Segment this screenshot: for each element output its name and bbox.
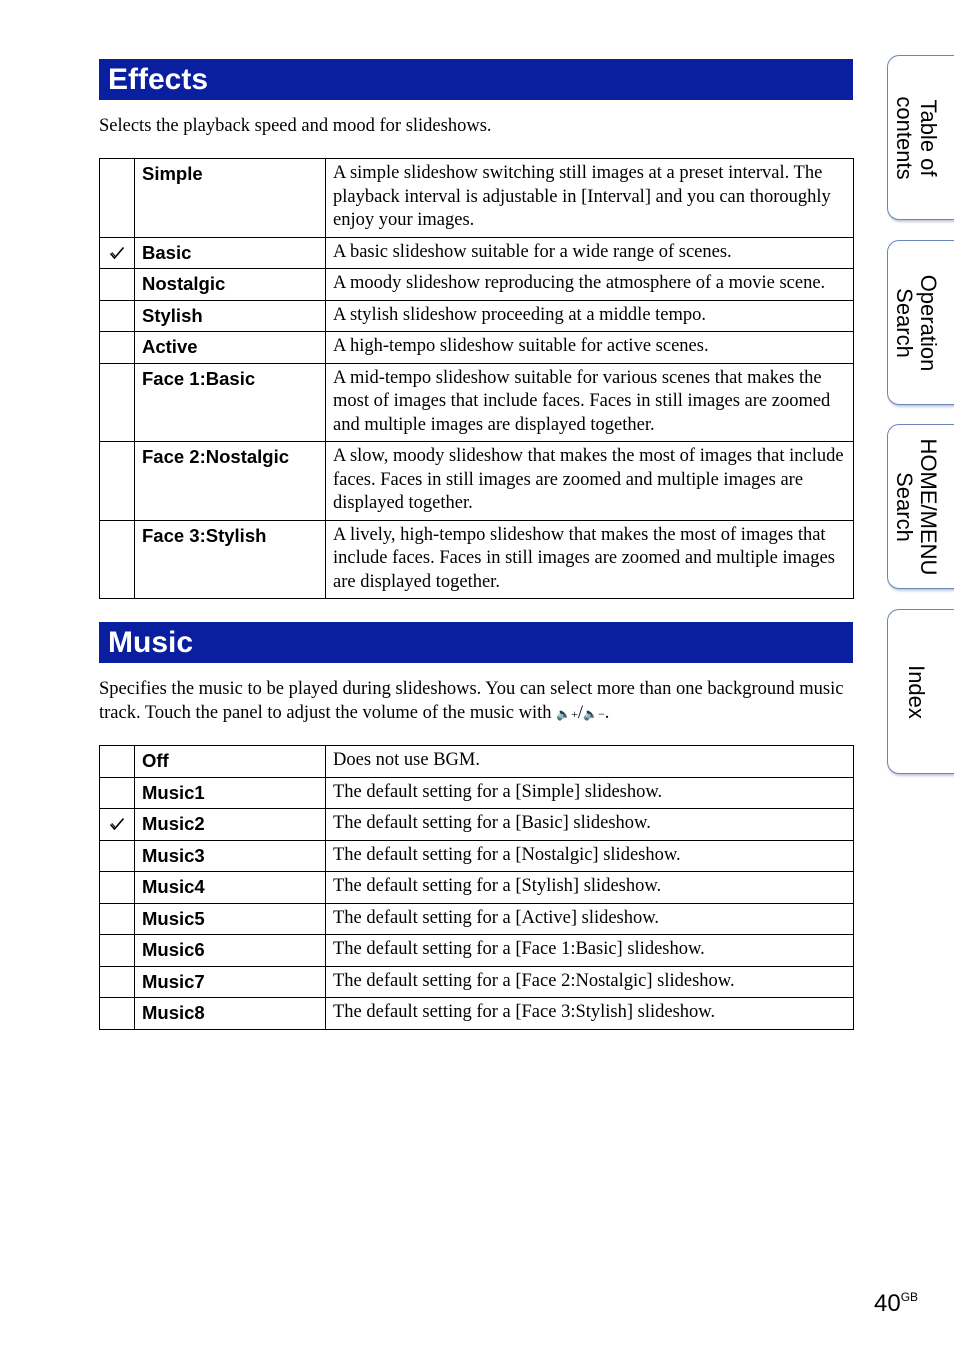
music-intro-text: Specifies the music to be played during slideshows. You can select more than one background music track. Touch the panel to adjust the volume of the music with [99,679,844,723]
option-description: The default setting for a [Nostalgic] slideshow. [326,840,854,872]
music-table [99,745,854,1030]
option-row [100,746,854,778]
check-cell [100,966,135,998]
option-row [100,935,854,967]
music-intro [99,677,859,726]
page-number [874,1290,918,1318]
option-name: Music3 [135,840,326,872]
option-name: Face 3:Stylish [135,520,326,599]
check-cell [100,159,135,238]
tab-index[interactable] [887,609,954,774]
check-cell [100,363,135,442]
option-name: Off [135,746,326,778]
option-row [100,966,854,998]
option-description: The default setting for a [Active] slideshow. [326,903,854,935]
tab-table-of-contents[interactable] [887,55,954,220]
option-description: A mid-tempo slideshow suitable for various scenes that makes the most of images that include faces. Faces in still images are zoomed and multiple images are displayed together. [326,363,854,442]
option-description: The default setting for a [Face 2:Nostalgic] slideshow. [326,966,854,998]
check-cell [100,872,135,904]
option-description: The default setting for a [Stylish] slideshow. [326,872,854,904]
default-checkmark-icon [100,246,134,260]
option-description: A high-tempo slideshow suitable for active scenes. [326,332,854,364]
option-row [100,872,854,904]
option-name: Simple [135,159,326,238]
option-description: The default setting for a [Simple] slideshow. [326,777,854,809]
option-description: The default setting for a [Basic] slideshow. [326,809,854,841]
volume-up-icon: 🔈+ [556,707,578,721]
option-row [100,363,854,442]
option-row [100,300,854,332]
option-name: Stylish [135,300,326,332]
check-cell [100,840,135,872]
tab-label: Table of contents [891,95,941,180]
option-row [100,840,854,872]
option-description: A moody slideshow reproducing the atmosphere of a movie scene. [326,269,854,301]
option-name: Music7 [135,966,326,998]
check-cell [100,332,135,364]
check-cell [100,300,135,332]
option-name: Face 2:Nostalgic [135,442,326,521]
check-cell [100,809,135,841]
option-name: Basic [135,237,326,269]
check-cell [100,903,135,935]
effects-heading: Effects [99,59,853,100]
option-description: The default setting for a [Face 3:Stylish] slideshow. [326,998,854,1030]
option-description: A stylish slideshow proceeding at a middle tempo. [326,300,854,332]
option-description: A slow, moody slideshow that makes the most of images that include faces. Faces in still images are zoomed and multiple images are displayed together. [326,442,854,521]
default-checkmark-icon [100,817,134,831]
option-description: The default setting for a [Face 1:Basic] slideshow. [326,935,854,967]
tab-operation-search[interactable] [887,240,954,405]
option-name: Music1 [135,777,326,809]
option-row [100,777,854,809]
check-cell [100,520,135,599]
check-cell [100,746,135,778]
check-cell [100,237,135,269]
option-description: A simple slideshow switching still images at a preset interval. The playback interval is adjustable in [Interval] and you can thoroughly enjoy your images. [326,159,854,238]
check-cell [100,777,135,809]
option-row [100,332,854,364]
check-cell [100,442,135,521]
option-description: A basic slideshow suitable for a wide range of scenes. [326,237,854,269]
effects-intro: Selects the playback speed and mood for slideshows. [99,116,492,136]
option-name: Active [135,332,326,364]
check-cell [100,998,135,1030]
option-name: Music6 [135,935,326,967]
effects-table [99,158,854,599]
tab-label: Operation Search [891,274,941,371]
option-row [100,520,854,599]
tab-label: HOME/MENU Search [891,438,941,575]
option-name: Face 1:Basic [135,363,326,442]
page-number-suffix: GB [900,1290,919,1304]
tab-home-menu-search[interactable] [887,424,954,589]
option-row [100,442,854,521]
option-name: Music8 [135,998,326,1030]
check-cell [100,269,135,301]
option-description: Does not use BGM. [326,746,854,778]
volume-down-icon: 🔈− [583,707,605,721]
option-row [100,269,854,301]
option-row [100,809,854,841]
option-name: Nostalgic [135,269,326,301]
option-row [100,903,854,935]
option-row [100,237,854,269]
icon-separator: / [577,703,584,723]
option-row [100,998,854,1030]
check-cell [100,935,135,967]
option-name: Music4 [135,872,326,904]
option-description: A lively, high-tempo slideshow that makes the most of images that include faces. Faces in still images are zoomed and multiple images are displayed together. [326,520,854,599]
music-intro-end: . [604,703,610,723]
option-row [100,159,854,238]
music-heading: Music [99,622,853,663]
option-name: Music5 [135,903,326,935]
option-name: Music2 [135,809,326,841]
page-number-value: 40 [874,1290,901,1317]
tab-label: Index [903,664,929,719]
